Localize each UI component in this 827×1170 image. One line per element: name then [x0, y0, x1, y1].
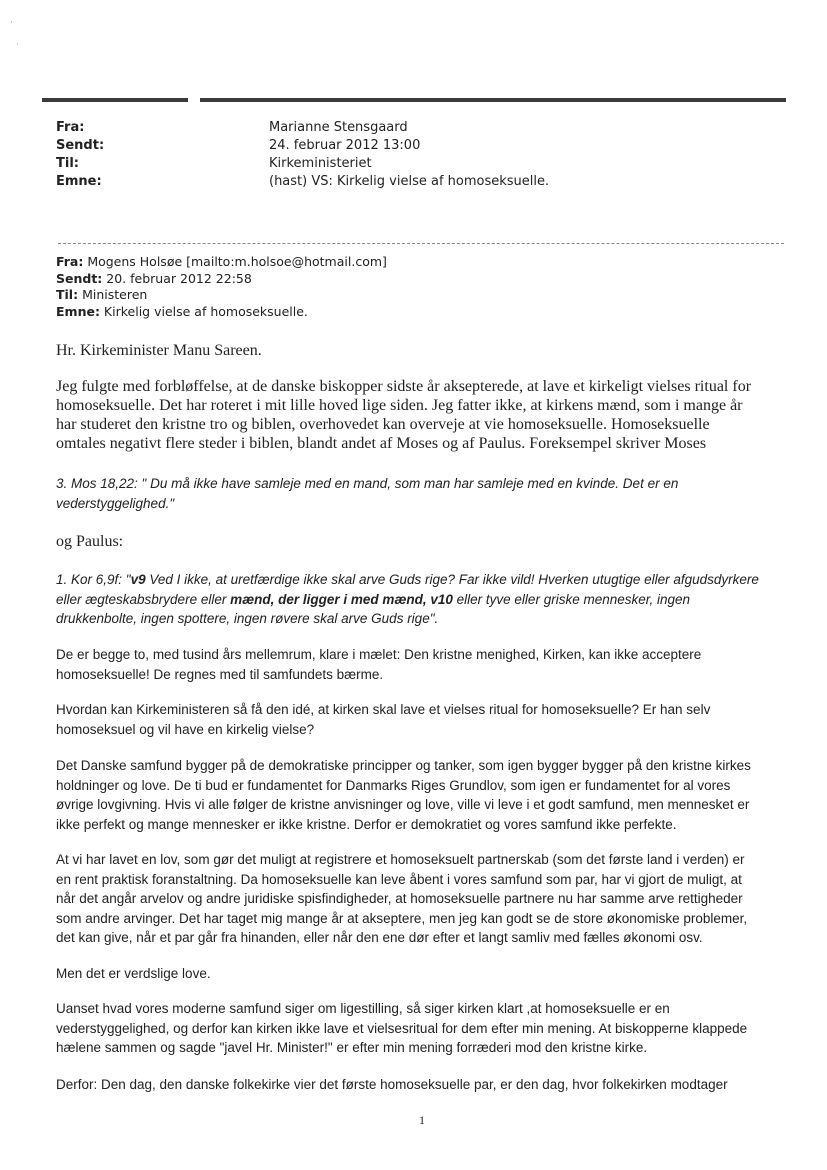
page-number: 1	[419, 1113, 425, 1127]
text-line: Jeg fulgte med forbløffelse, at de danske biskopper sidste år aksepterede, at lave et kirkeligt vielses ritual for	[56, 378, 752, 395]
paragraph-6: Men det er verdslige love.	[56, 966, 211, 981]
text-line: homoseksuelle. Det har roteret i mit lille hoved lige siden. Jeg fatter ikke, at kirkens mænd, som i mange år	[56, 397, 743, 414]
text-line: ikke perfekt og mange mennesker er ikke kristne. Derfor er demokratiet og vores samfund ikke perfekte.	[56, 816, 677, 832]
text-line	[56, 590, 826, 610]
text-span: eller tyve eller griske mennesker, ingen	[452, 591, 691, 607]
fwd-to-value: Ministeren	[78, 287, 148, 302]
text-line	[56, 570, 826, 590]
text-line: har studeret den kristne tro og biblen, overhovedet kan overveje at vie homoseksuelle. Homoseksuelle	[56, 416, 710, 433]
subject-value: (hast) VS: Kirkelig vielse af homoseksuelle.	[269, 174, 550, 189]
text-span: Ved I ikke, at uretfærdige ikke skal arve Guds rige? Far ikke vild! Hverken utugtige eller afgudsdyrkere	[145, 572, 759, 587]
fwd-sent-value: 20. februar 2012 22:58	[102, 270, 252, 286]
text-line: omtales negativt flere steder i biblen, blandt andet af Moses og af Paulus. Foreksempel skriver Moses	[56, 435, 707, 452]
text-line: At vi har lavet en lov, som gør det muligt at registrere et homoseksuelt partnerskab (som det første land i verden) er	[56, 852, 745, 867]
header-rule	[42, 98, 786, 102]
to-value: Kirkeministeriet	[269, 156, 372, 171]
text-line: hælene sammen og sagde "javel Hr. Minister!" er efter min mening forræderi mod den kristne kirke.	[56, 1040, 648, 1055]
text-line: som andre arvinger. Det har taget mig mange år at akseptere, men jeg kan godt se de store økonomiske problemer,	[56, 910, 748, 926]
paragraph-3	[56, 700, 826, 739]
fwd-subject-value: Kirkelig vielse af homoseksuelle.	[99, 303, 308, 319]
fwd-sent-label: Sendt:	[56, 270, 103, 286]
text-line: homoseksuelle! De regnes med til samfundets bærme.	[56, 666, 384, 682]
text-line: øvrige lovgivning. Hvis vi alle følger de kristne anvisninger og love, ville vi leve i et godt samfund, men mennesket er	[56, 797, 750, 812]
paragraph-5	[56, 850, 826, 948]
text-line: når det angår arvelov og andre juridiske spisfindigheder, at homoseksuelle partnere nu har samme arve rettigheder	[56, 891, 743, 906]
text-span: eller ægteskabsbrydere eller	[56, 591, 231, 607]
text-line: Det Danske samfund bygger på de demokratiske principper og tanker, som igen bygger bygger på den kristne kirkes	[56, 758, 751, 773]
quote-moses	[56, 474, 826, 513]
scan-speck: ·	[16, 40, 19, 50]
text-line: drukkenbolte, ingen spottere, ingen røvere skal arve Guds rige".	[56, 611, 439, 626]
salutation: Hr. Kirkeminister Manu Sareen.	[56, 342, 262, 359]
emphasis: mænd, der ligger i med mænd, v10	[230, 591, 453, 607]
paragraph-2	[56, 645, 826, 684]
paragraph-4	[56, 756, 826, 834]
sent-value: 24. februar 2012 13:00	[269, 138, 421, 153]
forward-separator	[58, 243, 784, 244]
text-line: Uanset hvad vores moderne samfund siger om ligestilling, så siger kirken klart ,at homoseksuelle er en	[56, 1001, 670, 1016]
header-rule-gap	[188, 97, 200, 103]
fwd-to-label: Til:	[56, 287, 79, 302]
paragraph-1	[56, 377, 826, 453]
subject-label: Emne:	[56, 174, 102, 189]
text-line: 3. Mos 18,22: " Du må ikke have samleje med en mand, som man har samleje med en kvinde. Det er en	[56, 476, 679, 491]
to-label: Til:	[56, 156, 79, 171]
outer-header-labels	[56, 119, 104, 191]
outer-header-values	[269, 119, 549, 191]
text-span: 1. Kor 6,9f: "	[56, 572, 131, 587]
fwd-subject-label: Emne:	[56, 303, 100, 319]
forwarded-header	[56, 254, 387, 320]
sent-label: Sendt:	[56, 138, 105, 153]
text-line: vederstyggelighed."	[56, 495, 175, 511]
quote-paulus	[56, 570, 826, 629]
from-value: Marianne Stensgaard	[269, 120, 408, 135]
fwd-from-label: Fra:	[56, 254, 84, 269]
text-line: holdninger og love. De ti bud er fundamentet for Danmarks Riges Grundlov, som igen er fundamentet for al vores	[56, 777, 731, 793]
text-line: homoseksuel og vil have en kirkelig vielse?	[56, 721, 315, 737]
from-label: Fra:	[56, 120, 85, 135]
paragraph-8: Derfor: Den dag, den danske folkekirke vier det første homoseksuelle par, er den dag, hvor folkekirken modtager	[56, 1077, 728, 1092]
text-line: Hvordan kan Kirkeministeren så få den idé, at kirken skal lave et vielses ritual for homoseksuelle? Er han selv	[56, 702, 711, 717]
verse-marker: v9	[130, 572, 146, 587]
text-line: en rent praktisk foranstaltning. Da homoseksuelle kan leve åbent i vores samfund som par, har vi gjort de muligt, at	[56, 871, 742, 887]
fwd-from-value: Mogens Holsøe [mailto:m.holsoe@hotmail.com]	[83, 254, 387, 269]
og-paulus: og Paulus:	[56, 533, 124, 550]
paragraph-7	[56, 999, 826, 1058]
text-line: det kan give, når et par går fra hinanden, eller når den ene dør efter et langt samliv med fælles økonomi osv.	[56, 930, 703, 945]
text-line: vederstyggelighed, og derfor kan kirken ikke lave et vielsesritual for dem efter min mening. At biskopperne klappede	[56, 1020, 748, 1036]
scan-speck: ·	[10, 18, 13, 28]
text-line: De er begge to, med tusind års mellemrum, klare i mælet: Den kristne menighed, Kirken, kan ikke acceptere	[56, 647, 702, 662]
